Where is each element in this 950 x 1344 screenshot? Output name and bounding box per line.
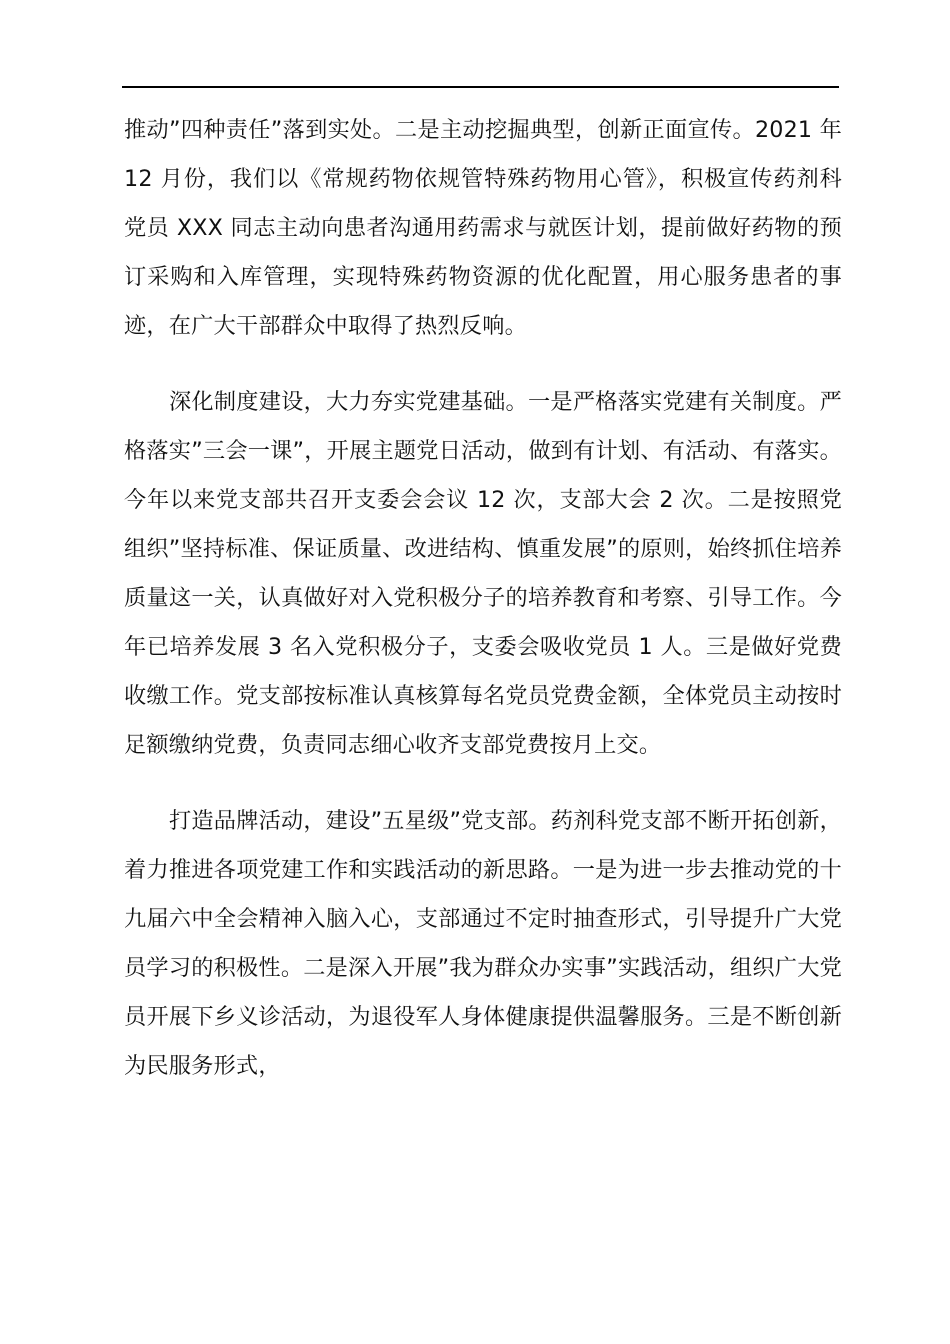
document-body <box>124 106 842 1091</box>
paragraph-responsibility-publicity: 推动”四种责任”落到实处。二是主动挖掘典型，创新正面宣传。2021 年 12 月份，我们以《常规药物依规管特殊药物用心管》，积极宣传药剂科党员 XXX 同志主动向患者沟通用药需求与就医计划，提前做好药物的预订采购和入库管理，实现特殊药物资源的优化配置，用心服务患者的事迹，在广大干部群众中取得了热烈反响。 <box>124 117 842 339</box>
paragraph-system-building: 深化制度建设，大力夯实党建基础。一是严格落实党建有关制度。严格落实”三会一课”，开展主题党日活动，做到有计划、有活动、有落实。今年以来党支部共召开支委会会议 12 次，支部大会 2 次。二是按照党组织”坚持标准、保证质量、改进结构、慎重发展”的原则，始终抓住培养质量这一关，认真做好对入党积极分子的培养教育和考察、引导工作。今年已培养发展 3 名入党积极分子，支委会吸收党员 1 人。三是做好党费收缴工作。党支部按标准认真核算每名党员党费金额，全体党员主动按时足额缴纳党费，负责同志细心收齐支部党费按月上交。 <box>124 389 842 758</box>
header-rule <box>122 86 839 88</box>
paragraph-spacer <box>124 770 842 797</box>
paragraph-spacer <box>124 351 842 378</box>
paragraph-brand-activities: 打造品牌活动，建设”五星级”党支部。药剂科党支部不断开拓创新，着力推进各项党建工作和实践活动的新思路。一是为进一步去推动党的十九届六中全会精神入脑入心，支部通过不定时抽查形式，引导提升广大党员学习的积极性。二是深入开展”我为群众办实事”实践活动，组织广大党员开展下乡义诊活动，为退役军人身体健康提供温馨服务。三是不断创新为民服务形式， <box>124 808 842 1079</box>
